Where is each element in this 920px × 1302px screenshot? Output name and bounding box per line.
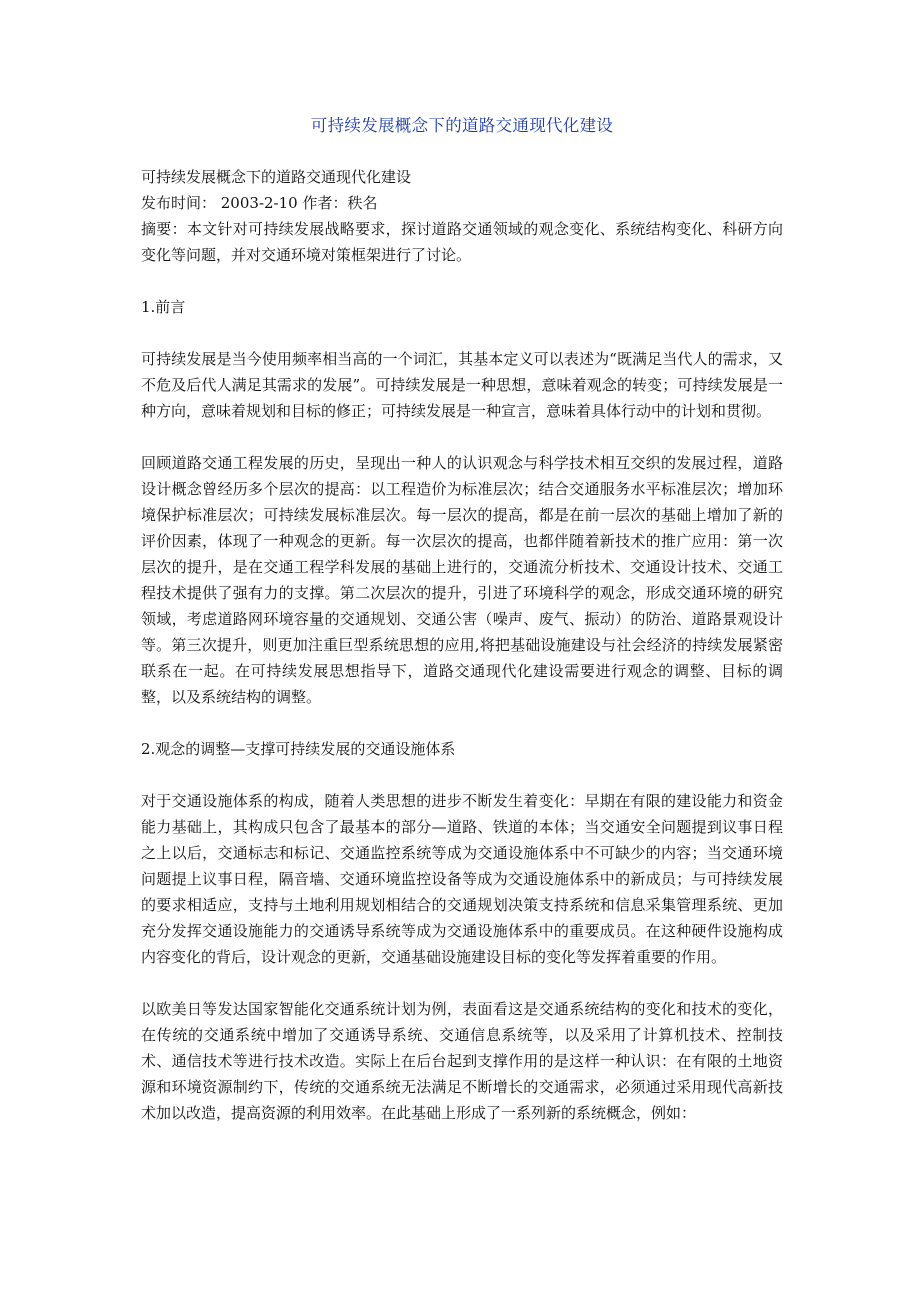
section-heading-intro: 1.前言 [141, 298, 186, 316]
document-subtitle: 可持续发展概念下的道路交通现代化建设 [141, 168, 412, 186]
paragraph: 以欧美日等发达国家智能化交通系统计划为例，表面看这是交通系统结构的变化和技术的变化，在传统的交通系统中增加了交通诱导系统、交通信息系统等，以及采用了计算机技术、控制技术、通信技术等进行技术改造。实际上在后台起到支撑作用的是这样一种认识：在有限的土地资源和环境资源制约下，传统的交通系统无法满足不断增长的交通需求，必须通过采用现代高新技术加以改造，提高资源的利用效率。在此基础上形成了一系列新的系统概念，例如： [141, 1000, 783, 1122]
paragraph: 回顾道路交通工程发展的历史，呈现出一种人的认识观念与科学技术相互交织的发展过程，道路设计概念曾经历多个层次的提高：以工程造价为标准层次；结合交通服务水平标准层次；增加环境保护标准层次；可持续发展标准层次。每一层次的提高，都是在前一层次的基础上增加了新的评价因素，体现了一种观念的更新。每一次层次的提高，也都伴随着新技术的推广应用：第一次层次的提升，是在交通工程学科发展的基础上进行的，交通流分析技术、交通设计技术、交通工程技术提供了强有力的支撑。第二次层次的提升，引进了环境科学的观念，形成交通环境的研究领域，考虑道路网环境容量的交通规划、交通公害（噪声、废气、振动）的防治、道路景观设计等。第三次提升，则更加注重巨型系统思想的应用,将把基础设施建设与社会经济的持续发展紧密联系在一起。在可持续发展思想指导下，道路交通现代化建设需要进行观念的调整、目标的调整，以及系统结构的调整。 [141, 454, 783, 706]
publish-meta: 发布时间： 2003-2-10 作者：秩名 [141, 194, 378, 212]
document-title: 可持续发展概念下的道路交通现代化建设 [310, 116, 614, 135]
section-heading-concept: 2.观念的调整—支撑可持续发展的交通设施体系 [141, 740, 456, 758]
paragraph: 可持续发展是当今使用频率相当高的一个词汇，其基本定义可以表述为“既满足当代人的需求，又不危及后代人满足其需求的发展”。可持续发展是一种思想，意味着观念的转变；可持续发展是一种方向，意味着规划和目标的修正；可持续发展是一种宣言，意味着具体行动中的计划和贯彻。 [141, 350, 783, 420]
paragraph: 对于交通设施体系的构成，随着人类思想的进步不断发生着变化：早期在有限的建设能力和资金能力基础上，其构成只包含了最基本的部分—道路、铁道的本体；当交通安全问题提到议事日程之上以后，交通标志和标记、交通监控系统等成为交通设施体系中不可缺少的内容；当交通环境问题提上议事日程，隔音墙、交通环境监控设备等成为交通设施体系中的新成员；与可持续发展的要求相适应，支持与土地利用规划相结合的交通规划决策支持系统和信息采集管理系统、更加充分发挥交通设施能力的交通诱导系统等成为交通设施体系中的重要成员。在这种硬件设施构成内容变化的背后，设计观念的更新，交通基础设施建设目标的变化等发挥着重要的作用。 [141, 792, 783, 966]
document-page [141, 112, 783, 1126]
abstract: 摘要：本文针对可持续发展战略要求，探讨道路交通领域的观念变化、系统结构变化、科研方向变化等问题，并对交通环境对策框架进行了讨论。 [141, 220, 783, 264]
